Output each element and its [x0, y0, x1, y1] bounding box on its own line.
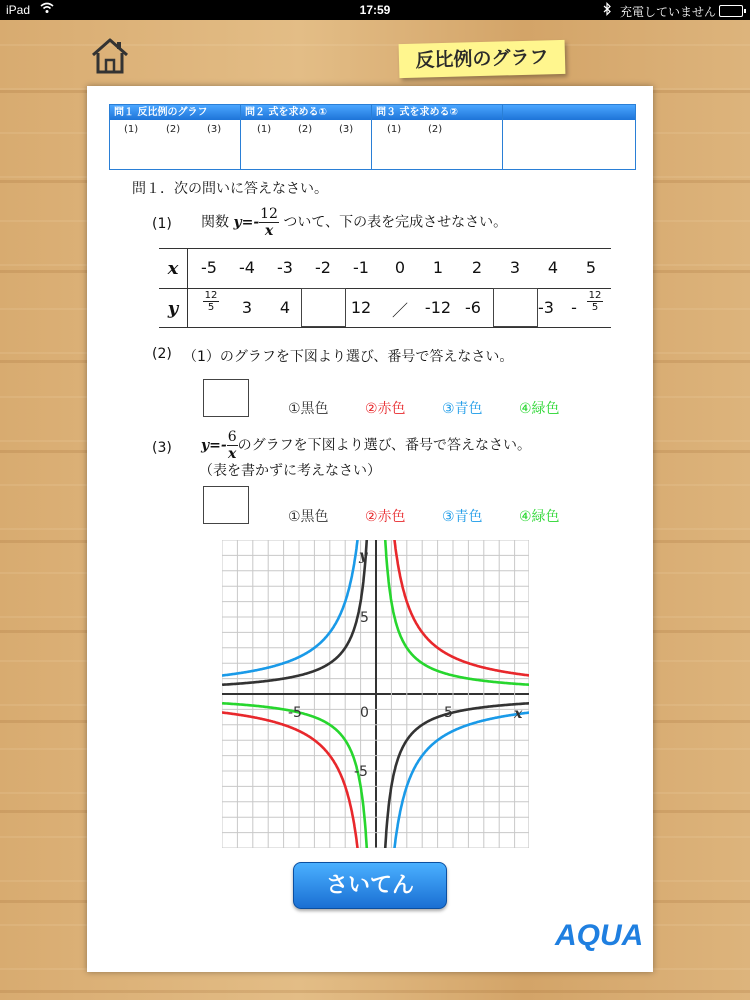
graph-tick-y-pos: 5	[360, 610, 369, 626]
table-answer-y-at-minus2[interactable]	[301, 288, 346, 327]
device-label: iPad	[6, 3, 31, 17]
table-y-value: -12	[424, 298, 452, 317]
grade-button[interactable]: さいてん	[293, 862, 447, 909]
bluetooth-icon	[603, 2, 612, 19]
tab-q1-sub-2[interactable]: (2)	[166, 124, 181, 135]
tab-q2-sub-2[interactable]: (2)	[298, 124, 313, 135]
table-y-value: 4	[279, 298, 291, 317]
tab-q2[interactable]	[241, 105, 372, 169]
q3-eq-den: x	[227, 446, 237, 462]
question-tabs	[109, 104, 636, 170]
table-x-value: 4	[547, 258, 559, 277]
q1-eq-lhs: y=-	[233, 214, 260, 231]
table-x-value: 1	[432, 258, 444, 277]
table-x-value: 3	[509, 258, 521, 277]
q2-option-green: ④緑色	[519, 401, 560, 417]
table-y-value: -3	[538, 298, 554, 317]
q3-fraction	[227, 429, 238, 462]
table-y-fraction-last	[587, 290, 603, 313]
battery-icon	[719, 5, 743, 17]
home-icon	[90, 36, 130, 76]
table-y-value: ／	[391, 301, 408, 320]
page-title: 反比例のグラフ	[399, 40, 566, 78]
q1-fraction	[259, 206, 279, 239]
value-table	[159, 248, 611, 328]
q2-number: (2)	[152, 346, 172, 362]
tab-q3-sub-1[interactable]: (1)	[387, 124, 402, 135]
q2-answer-box[interactable]	[203, 379, 249, 417]
tab-q1-sub-3[interactable]: (3)	[207, 124, 222, 135]
table-y-value: -6	[465, 298, 481, 317]
table-x-value: 5	[585, 258, 597, 277]
tab-q3-label: 問３ 式を求める②	[372, 105, 502, 120]
table-y-label: y	[167, 298, 179, 319]
q3-option-blue: ③青色	[442, 509, 483, 525]
home-button[interactable]	[90, 36, 130, 76]
q3-option-red: ②赤色	[365, 509, 406, 525]
table-y-last-num: 12	[588, 290, 602, 301]
q1-eq-num: 12	[260, 206, 278, 222]
graph-y-axis-label: y	[359, 548, 368, 564]
graph-tick-x-neg: -5	[288, 705, 302, 721]
graph-grid	[222, 540, 529, 848]
q1-text	[201, 206, 507, 239]
table-x-value: -3	[277, 258, 293, 277]
table-y-value: 12	[350, 298, 372, 317]
graph-tick-x-pos: 5	[444, 705, 453, 721]
table-x-value: -2	[315, 258, 331, 277]
q1-suffix: ついて、下の表を完成させなさい。	[283, 214, 508, 231]
q1-number: (1)	[152, 216, 172, 232]
clock: 17:59	[359, 3, 391, 17]
aqua-logo: AQUA	[555, 919, 644, 952]
q2-option-blue: ③青色	[442, 401, 483, 417]
status-bar	[0, 0, 750, 20]
tab-q1-sub-1[interactable]: (1)	[124, 124, 139, 135]
tab-q2-sub-1[interactable]: (1)	[257, 124, 272, 135]
tab-q3[interactable]	[372, 105, 503, 169]
table-y-first-num: 12	[204, 290, 218, 301]
table-x-value: 0	[394, 258, 406, 277]
tab-q2-label: 問２ 式を求める①	[241, 105, 371, 120]
tab-q3-sub-2[interactable]: (2)	[428, 124, 443, 135]
q2-option-red: ②赤色	[365, 401, 406, 417]
q3-text-body: のグラフを下図より選び、番号で答えなさい。	[237, 437, 532, 454]
table-y-fraction-first	[203, 290, 219, 313]
q1-eq-den: x	[264, 223, 274, 239]
tab-q2-sub-3[interactable]: (3)	[339, 124, 354, 135]
q1-prefix: 関数	[201, 214, 229, 231]
table-y-first-den: 5	[207, 302, 215, 313]
worksheet	[87, 86, 653, 972]
q3-eq-lhs: y=-	[201, 437, 227, 454]
q3-note: （表を書かずに考えなさい）	[199, 463, 381, 479]
table-x-value: -1	[353, 258, 369, 277]
graph-tick-y-neg: -5	[354, 764, 368, 780]
graph-origin-label: 0	[360, 705, 369, 721]
charge-status: 充電していません	[620, 5, 717, 19]
q3-number: (3)	[152, 440, 172, 456]
tab-empty-label	[503, 105, 635, 120]
question-intro: 問１．次の問いに答えなさい。	[132, 181, 328, 197]
q3-eq-num: 6	[227, 429, 237, 445]
table-x-value: -4	[239, 258, 255, 277]
table-y-value: 3	[241, 298, 253, 317]
table-y-last-den: 5	[591, 302, 599, 313]
tab-empty	[503, 105, 635, 169]
table-x-value: -5	[201, 258, 217, 277]
q3-text	[201, 429, 531, 462]
q2-text: （1）のグラフを下図より選び、番号で答えなさい。	[183, 349, 514, 365]
q2-option-black: ①黒色	[288, 401, 329, 417]
hyperbola-graph	[222, 540, 529, 848]
tab-q1[interactable]	[110, 105, 241, 169]
tab-q1-label: 問１ 反比例のグラフ	[110, 105, 240, 120]
table-answer-y-at-3[interactable]	[493, 288, 538, 327]
table-y-value: -	[571, 298, 577, 317]
graph-x-axis-label: x	[514, 706, 523, 722]
table-x-value: 2	[471, 258, 483, 277]
table-x-label: x	[167, 258, 179, 279]
q3-answer-box[interactable]	[203, 486, 249, 524]
q3-option-green: ④緑色	[519, 509, 560, 525]
q3-option-black: ①黒色	[288, 509, 329, 525]
